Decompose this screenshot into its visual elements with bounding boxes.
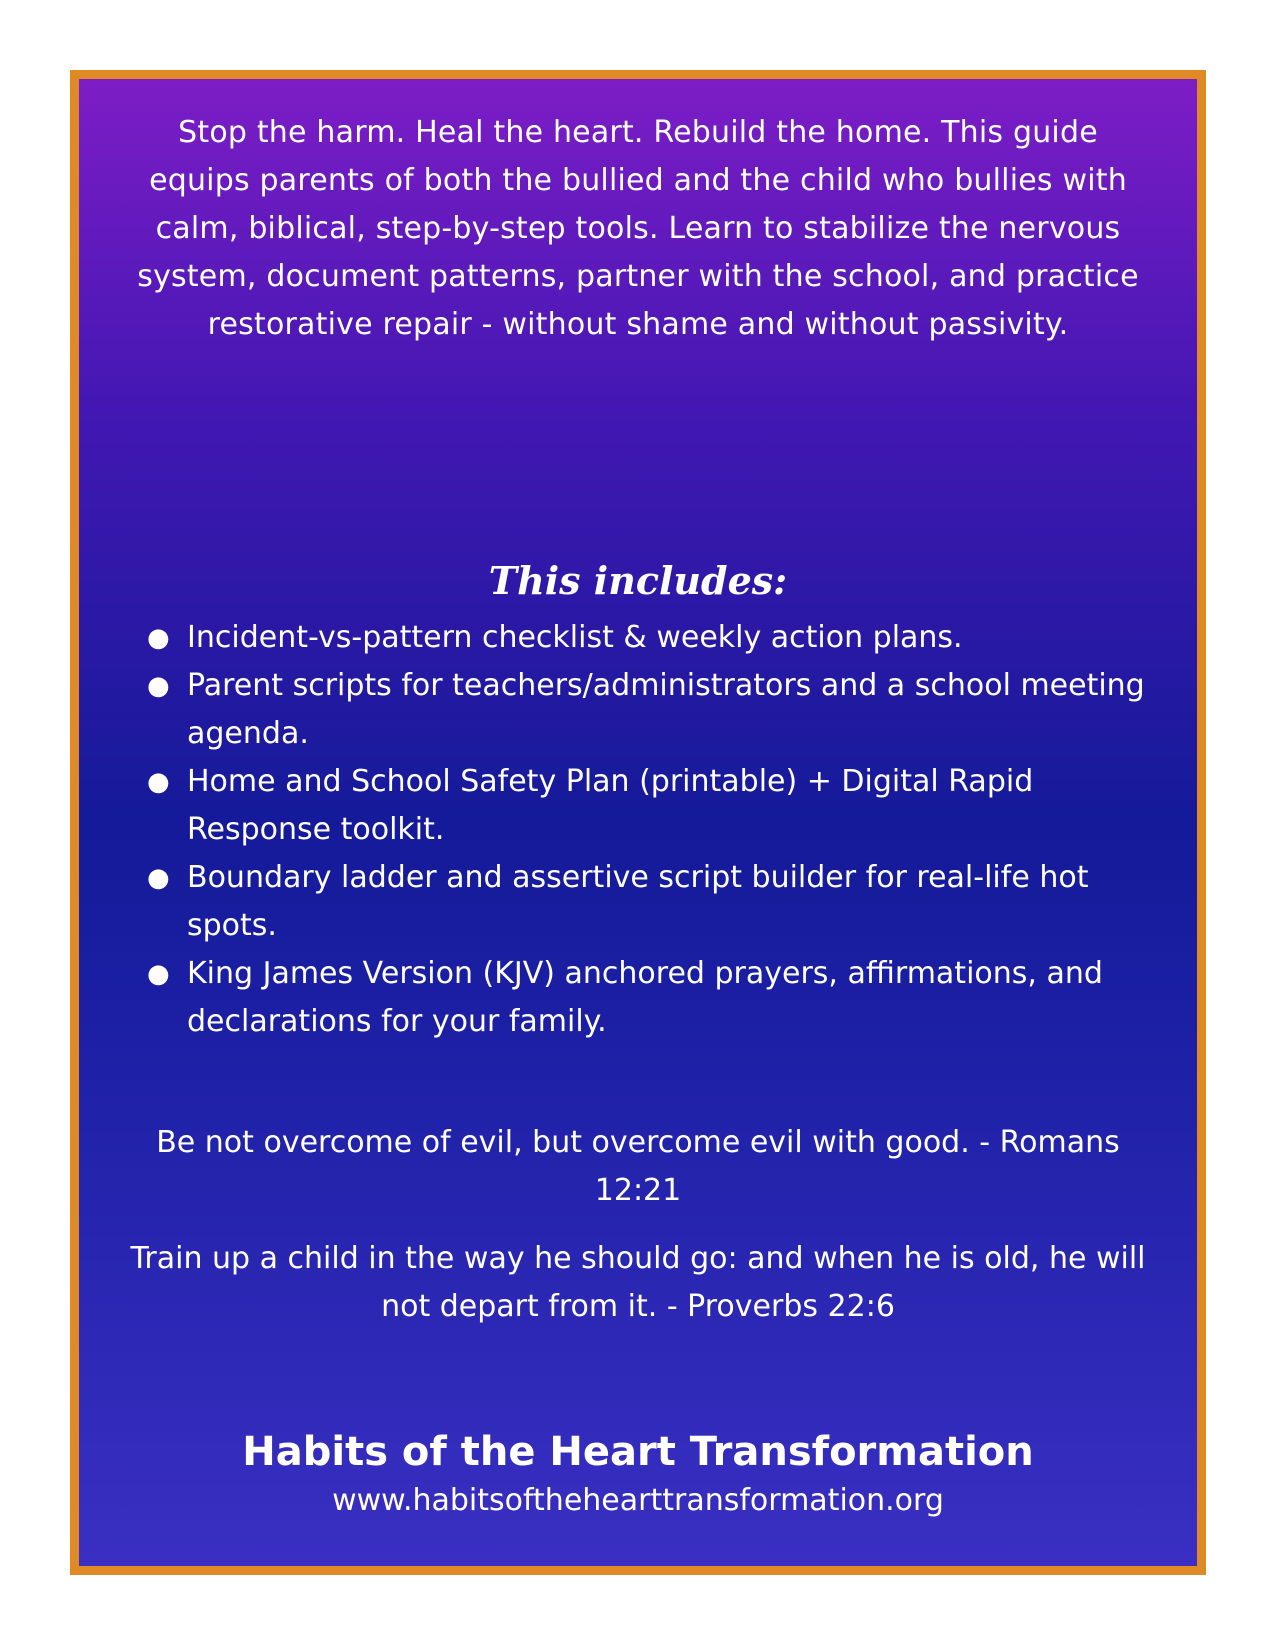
bullet-icon: ● [147, 863, 170, 893]
list-item [147, 758, 1157, 854]
verse-romans: Be not overcome of evil, but overcome evil with good. - Romans 12:21 [156, 1125, 1120, 1208]
includes-heading: This includes: [488, 558, 788, 603]
list-item-text: Parent scripts for teachers/administrators and a school meeting agenda. [187, 668, 1145, 751]
list-item-text: Home and School Safety Plan (printable) + Digital Rapid Response toolkit. [187, 764, 1034, 847]
list-item [147, 614, 1157, 662]
list-item [147, 854, 1157, 950]
bullet-icon: ● [147, 623, 170, 653]
list-item-text: Boundary ladder and assertive script builder for real-life hot spots. [187, 860, 1089, 943]
organization-name: Habits of the Heart Transformation [242, 1429, 1034, 1475]
list-item-text: King James Version (KJV) anchored prayers, affirmations, and declarations for your family. [187, 956, 1103, 1039]
list-item [147, 662, 1157, 758]
flyer-card [70, 70, 1206, 1575]
intro-paragraph: Stop the harm. Heal the heart. Rebuild the home. This guide equips parents of both the bullied and the child who bullies with calm, biblical, step-by-step tools. Learn to stabilize the nervous system, document patterns, partner with the school, and practice restorative repair - without shame and without passivity. [137, 115, 1139, 342]
list-item [147, 950, 1157, 1046]
bullet-icon: ● [147, 959, 170, 989]
list-item-text: Incident-vs-pattern checklist & weekly action plans. [187, 620, 963, 655]
website-url: www.habitsofthehearttransformation.org [332, 1483, 944, 1518]
bullet-icon: ● [147, 767, 170, 797]
verse-proverbs: Train up a child in the way he should go: and when he is old, he will not depart from it. - Proverbs 22:6 [130, 1241, 1146, 1324]
includes-list [147, 614, 1157, 1046]
bullet-icon: ● [147, 671, 170, 701]
